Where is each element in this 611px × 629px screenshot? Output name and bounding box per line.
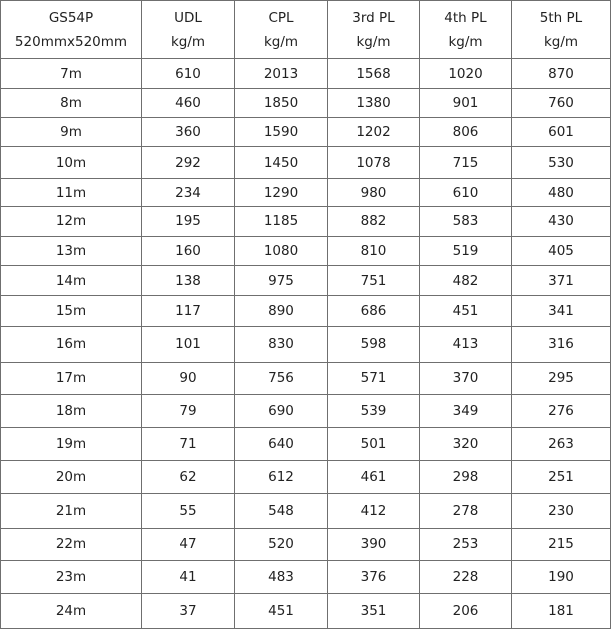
table-row bbox=[1, 428, 611, 461]
cell-cpl: 890 bbox=[235, 295, 328, 326]
cell-span: 24m bbox=[1, 594, 142, 629]
cell-4th-pl: 482 bbox=[420, 266, 512, 296]
cell-udl: 160 bbox=[142, 236, 235, 266]
cell-udl: 79 bbox=[142, 395, 235, 428]
cell-5th-pl: 295 bbox=[512, 362, 611, 395]
table-row bbox=[1, 147, 611, 179]
cell-udl: 234 bbox=[142, 179, 235, 207]
cell-span: 11m bbox=[1, 179, 142, 207]
cell-span: 12m bbox=[1, 206, 142, 236]
table-row bbox=[1, 561, 611, 594]
cell-4th-pl: 583 bbox=[420, 206, 512, 236]
cell-3rd-pl: 571 bbox=[328, 362, 420, 395]
header-udl-unit: kg/m bbox=[170, 33, 206, 50]
cell-5th-pl: 870 bbox=[512, 59, 611, 89]
cell-udl: 47 bbox=[142, 528, 235, 561]
header-row bbox=[1, 1, 611, 59]
table-row bbox=[1, 206, 611, 236]
cell-4th-pl: 206 bbox=[420, 594, 512, 629]
table-row bbox=[1, 326, 611, 362]
cell-udl: 460 bbox=[142, 89, 235, 118]
cell-5th-pl: 760 bbox=[512, 89, 611, 118]
cell-udl: 62 bbox=[142, 460, 235, 493]
table-row bbox=[1, 236, 611, 266]
cell-cpl: 690 bbox=[235, 395, 328, 428]
cell-cpl: 520 bbox=[235, 528, 328, 561]
cell-cpl: 756 bbox=[235, 362, 328, 395]
cell-span: 7m bbox=[1, 59, 142, 89]
cell-3rd-pl: 686 bbox=[328, 295, 420, 326]
cell-udl: 41 bbox=[142, 561, 235, 594]
cell-5th-pl: 430 bbox=[512, 206, 611, 236]
cell-span: 8m bbox=[1, 89, 142, 118]
cell-udl: 195 bbox=[142, 206, 235, 236]
table-row bbox=[1, 179, 611, 207]
cell-4th-pl: 519 bbox=[420, 236, 512, 266]
table-row bbox=[1, 295, 611, 326]
header-cpl-unit: kg/m bbox=[263, 33, 299, 50]
table-row bbox=[1, 117, 611, 147]
cell-4th-pl: 370 bbox=[420, 362, 512, 395]
header-cpl-label: CPL bbox=[268, 9, 294, 26]
cell-udl: 71 bbox=[142, 428, 235, 461]
table-row bbox=[1, 395, 611, 428]
header-cell-cpl bbox=[235, 1, 328, 59]
cell-4th-pl: 715 bbox=[420, 147, 512, 179]
cell-span: 19m bbox=[1, 428, 142, 461]
cell-4th-pl: 349 bbox=[420, 395, 512, 428]
cell-5th-pl: 251 bbox=[512, 460, 611, 493]
cell-udl: 37 bbox=[142, 594, 235, 629]
cell-span: 21m bbox=[1, 493, 142, 528]
cell-udl: 55 bbox=[142, 493, 235, 528]
cell-5th-pl: 371 bbox=[512, 266, 611, 296]
header-5th-pl-unit: kg/m bbox=[543, 33, 579, 50]
cell-cpl: 612 bbox=[235, 460, 328, 493]
cell-5th-pl: 276 bbox=[512, 395, 611, 428]
cell-4th-pl: 320 bbox=[420, 428, 512, 461]
cell-4th-pl: 253 bbox=[420, 528, 512, 561]
cell-cpl: 2013 bbox=[235, 59, 328, 89]
cell-udl: 117 bbox=[142, 295, 235, 326]
cell-3rd-pl: 461 bbox=[328, 460, 420, 493]
cell-cpl: 483 bbox=[235, 561, 328, 594]
cell-3rd-pl: 751 bbox=[328, 266, 420, 296]
table-row bbox=[1, 89, 611, 118]
cell-4th-pl: 451 bbox=[420, 295, 512, 326]
table-row bbox=[1, 362, 611, 395]
cell-3rd-pl: 351 bbox=[328, 594, 420, 629]
cell-3rd-pl: 810 bbox=[328, 236, 420, 266]
cell-span: 16m bbox=[1, 326, 142, 362]
cell-cpl: 1185 bbox=[235, 206, 328, 236]
cell-cpl: 975 bbox=[235, 266, 328, 296]
cell-5th-pl: 263 bbox=[512, 428, 611, 461]
table-row bbox=[1, 266, 611, 296]
cell-5th-pl: 215 bbox=[512, 528, 611, 561]
cell-3rd-pl: 539 bbox=[328, 395, 420, 428]
cell-5th-pl: 601 bbox=[512, 117, 611, 147]
cell-5th-pl: 341 bbox=[512, 295, 611, 326]
cell-cpl: 548 bbox=[235, 493, 328, 528]
header-model: GS54P bbox=[48, 9, 94, 26]
cell-5th-pl: 190 bbox=[512, 561, 611, 594]
cell-3rd-pl: 1078 bbox=[328, 147, 420, 179]
table-row bbox=[1, 460, 611, 493]
header-4th-pl-label: 4th PL bbox=[444, 9, 487, 26]
cell-udl: 101 bbox=[142, 326, 235, 362]
cell-span: 13m bbox=[1, 236, 142, 266]
cell-4th-pl: 610 bbox=[420, 179, 512, 207]
cell-span: 10m bbox=[1, 147, 142, 179]
cell-3rd-pl: 598 bbox=[328, 326, 420, 362]
cell-span: 20m bbox=[1, 460, 142, 493]
header-udl-label: UDL bbox=[174, 9, 202, 26]
table-row bbox=[1, 528, 611, 561]
cell-span: 9m bbox=[1, 117, 142, 147]
cell-4th-pl: 806 bbox=[420, 117, 512, 147]
header-cell-4th-pl bbox=[420, 1, 512, 59]
cell-4th-pl: 298 bbox=[420, 460, 512, 493]
cell-5th-pl: 181 bbox=[512, 594, 611, 629]
cell-3rd-pl: 1380 bbox=[328, 89, 420, 118]
cell-5th-pl: 480 bbox=[512, 179, 611, 207]
cell-5th-pl: 405 bbox=[512, 236, 611, 266]
cell-3rd-pl: 412 bbox=[328, 493, 420, 528]
header-size: 520mmx520mm bbox=[14, 33, 128, 50]
cell-cpl: 640 bbox=[235, 428, 328, 461]
cell-cpl: 1850 bbox=[235, 89, 328, 118]
header-cell-5th-pl bbox=[512, 1, 611, 59]
cell-3rd-pl: 501 bbox=[328, 428, 420, 461]
cell-5th-pl: 316 bbox=[512, 326, 611, 362]
cell-3rd-pl: 390 bbox=[328, 528, 420, 561]
header-5th-pl-label: 5th PL bbox=[539, 9, 583, 26]
cell-4th-pl: 228 bbox=[420, 561, 512, 594]
cell-4th-pl: 901 bbox=[420, 89, 512, 118]
cell-cpl: 830 bbox=[235, 326, 328, 362]
header-cell-udl bbox=[142, 1, 235, 59]
cell-5th-pl: 230 bbox=[512, 493, 611, 528]
cell-udl: 610 bbox=[142, 59, 235, 89]
cell-cpl: 1590 bbox=[235, 117, 328, 147]
header-cell-span bbox=[1, 1, 142, 59]
cell-udl: 292 bbox=[142, 147, 235, 179]
cell-3rd-pl: 882 bbox=[328, 206, 420, 236]
cell-span: 22m bbox=[1, 528, 142, 561]
cell-cpl: 1450 bbox=[235, 147, 328, 179]
cell-span: 15m bbox=[1, 295, 142, 326]
cell-4th-pl: 1020 bbox=[420, 59, 512, 89]
header-cell-3rd-pl bbox=[328, 1, 420, 59]
header-3rd-pl-label: 3rd PL bbox=[352, 9, 395, 26]
table-row bbox=[1, 594, 611, 629]
cell-cpl: 451 bbox=[235, 594, 328, 629]
cell-span: 23m bbox=[1, 561, 142, 594]
cell-5th-pl: 530 bbox=[512, 147, 611, 179]
cell-3rd-pl: 980 bbox=[328, 179, 420, 207]
cell-udl: 360 bbox=[142, 117, 235, 147]
cell-3rd-pl: 1568 bbox=[328, 59, 420, 89]
cell-span: 14m bbox=[1, 266, 142, 296]
cell-4th-pl: 278 bbox=[420, 493, 512, 528]
table-row bbox=[1, 59, 611, 89]
cell-3rd-pl: 376 bbox=[328, 561, 420, 594]
cell-udl: 90 bbox=[142, 362, 235, 395]
cell-span: 18m bbox=[1, 395, 142, 428]
cell-cpl: 1290 bbox=[235, 179, 328, 207]
cell-4th-pl: 413 bbox=[420, 326, 512, 362]
header-4th-pl-unit: kg/m bbox=[448, 33, 483, 50]
table-row bbox=[1, 493, 611, 528]
header-3rd-pl-unit: kg/m bbox=[356, 33, 391, 50]
cell-udl: 138 bbox=[142, 266, 235, 296]
cell-3rd-pl: 1202 bbox=[328, 117, 420, 147]
cell-cpl: 1080 bbox=[235, 236, 328, 266]
cell-span: 17m bbox=[1, 362, 142, 395]
